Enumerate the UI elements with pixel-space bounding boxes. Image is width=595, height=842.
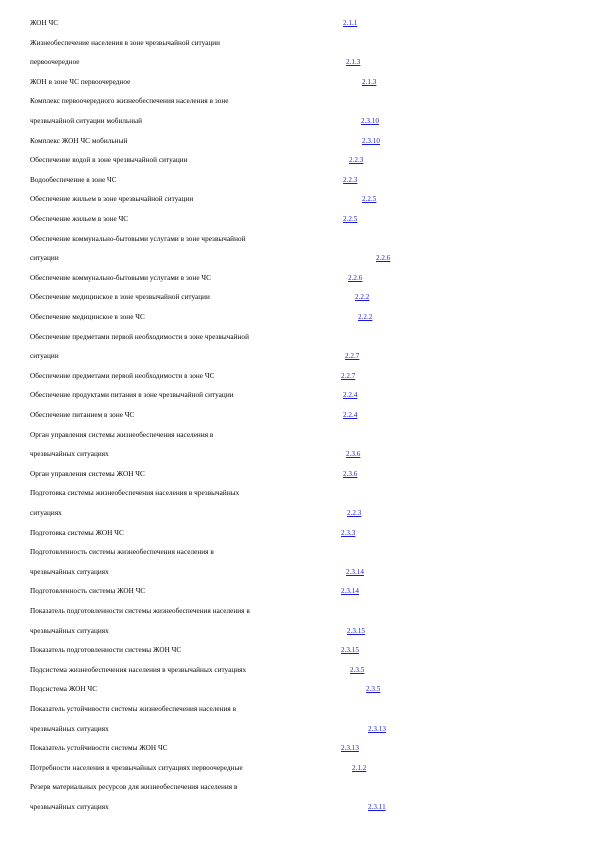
index-ref-link[interactable]: 2.2.5 xyxy=(343,215,358,223)
index-term-line: Водообеспечение в зоне ЧС xyxy=(30,175,117,184)
index-term-line: Обеспечение предметами первой необходимости в зоне ЧС xyxy=(30,371,215,380)
index-term-line: Показатель подготовленности системы ЖОН ЧС xyxy=(30,646,182,655)
index-term-line: ЖОН ЧС xyxy=(30,19,59,27)
index-term-line: первоочередное xyxy=(30,58,80,67)
index-term-line: Обеспечение жильем в зоне чрезвычайной ситуации xyxy=(30,195,194,204)
index-ref-link[interactable]: 2.3.11 xyxy=(368,803,386,811)
index-term-line: Показатель устойчивости системы ЖОН ЧС xyxy=(30,744,168,753)
index-term-line: Резерв материальных ресурсов для жизнеобеспечения населения в xyxy=(30,783,238,792)
index-ref-link[interactable]: 2.2.2 xyxy=(355,293,370,302)
index-ref-link[interactable]: 2.2.3 xyxy=(349,156,364,165)
index-term-line: Обеспечение предметами первой необходимости в зоне чрезвычайной xyxy=(30,332,249,341)
index-ref-link[interactable]: 2.3.14 xyxy=(346,567,364,576)
index-term-line: Подсистема жизнеобеспечения населения в чрезвычайных ситуациях xyxy=(30,665,247,674)
index-ref-link[interactable]: 2.2.7 xyxy=(345,352,360,361)
index-ref-link[interactable]: 2.1.1 xyxy=(343,19,358,27)
index-ref-link[interactable]: 2.2.4 xyxy=(343,411,358,419)
index-ref-link[interactable]: 2.1.2 xyxy=(352,763,367,772)
index-term-line: Орган управления системы ЖОН ЧС xyxy=(30,469,145,478)
index-term-line: чрезвычайных ситуациях xyxy=(30,803,109,811)
index-ref-link[interactable]: 2.3.5 xyxy=(350,665,365,674)
index-term-line: Жизнеобеспечение населения в зоне чрезвычайной ситуации xyxy=(30,38,221,47)
index-term-line: Подготовка системы ЖОН ЧС xyxy=(30,528,124,537)
index-ref-link[interactable]: 2.3.5 xyxy=(366,685,381,694)
index-term-line: Обеспечение медицинское в зоне чрезвычайной ситуации xyxy=(30,293,210,302)
index-term-line: чрезвычайных ситуациях xyxy=(30,626,109,635)
index-term-line: ситуациях xyxy=(30,509,62,517)
index-term-line: Показатель устойчивости системы жизнеобеспечения населения в xyxy=(30,705,237,713)
index-ref-link[interactable]: 2.2.3 xyxy=(343,175,358,184)
index-term-line: чрезвычайных ситуациях xyxy=(30,567,109,576)
index-term-line: чрезвычайной ситуации мобильный xyxy=(30,117,142,125)
index-term-line: чрезвычайных ситуациях xyxy=(30,450,109,459)
index-ref-link[interactable]: 2.2.6 xyxy=(348,273,363,282)
index-ref-link[interactable]: 2.3.13 xyxy=(368,724,386,733)
index-ref-link[interactable]: 2.3.3 xyxy=(341,528,356,537)
index-term-line: Комплекс ЖОН ЧС мобильный xyxy=(30,136,128,145)
index-term-line: Комплекс первоочередного жизнеобеспечения населения в зоне xyxy=(30,97,229,106)
index-ref-link[interactable]: 2.3.10 xyxy=(362,136,380,145)
index-ref-link[interactable]: 2.1.3 xyxy=(362,77,377,86)
index-term-line: Обеспечение питанием в зоне ЧС xyxy=(30,411,135,419)
index-term-line: Потребности населения в чрезвычайных ситуациях первоочередные xyxy=(30,763,243,772)
index-term-line: Подготовленность системы жизнеобеспечения населения в xyxy=(30,548,214,557)
index-ref-link[interactable]: 2.3.14 xyxy=(341,587,359,596)
index-ref-link[interactable]: 2.1.3 xyxy=(346,58,361,67)
index-ref-link[interactable]: 2.2.7 xyxy=(341,371,356,380)
index-term-line: ситуации xyxy=(30,254,59,263)
index-ref-link[interactable]: 2.2.3 xyxy=(347,509,362,517)
index-term-line: Обеспечение жильем в зоне ЧС xyxy=(30,215,129,223)
index-ref-link[interactable]: 2.3.6 xyxy=(346,450,361,459)
index-term-line: Обеспечение продуктами питания в зоне чрезвычайной ситуации xyxy=(30,391,234,400)
index-term-line: ЖОН в зоне ЧС первоочередное xyxy=(30,77,131,86)
index-ref-link[interactable]: 2.2.4 xyxy=(343,391,358,400)
index-term-line: Обеспечение медицинское в зоне ЧС xyxy=(30,313,145,321)
index-term-line: Обеспечение коммунально-бытовыми услугами в зоне чрезвычайной xyxy=(30,234,246,243)
index-ref-link[interactable]: 2.2.2 xyxy=(358,313,373,321)
index-term-line: Обеспечение водой в зоне чрезвычайной ситуации xyxy=(30,156,188,165)
index-ref-link[interactable]: 2.3.6 xyxy=(343,469,358,478)
index-term-line: чрезвычайных ситуациях xyxy=(30,724,109,733)
index-term-line: Подсистема ЖОН ЧС xyxy=(30,685,98,694)
index-ref-link[interactable]: 2.3.10 xyxy=(361,117,379,125)
index-term-line: Подготовка системы жизнеобеспечения населения в чрезвычайных xyxy=(30,489,240,498)
index-ref-link[interactable]: 2.3.13 xyxy=(341,744,359,753)
index-ref-link[interactable]: 2.2.5 xyxy=(362,195,377,204)
index-ref-link[interactable]: 2.2.6 xyxy=(376,254,391,263)
index-term-line: Орган управления системы жизнеобеспечения населения в xyxy=(30,430,214,439)
index-term-line: ситуации xyxy=(30,352,59,361)
index-ref-link[interactable]: 2.3.15 xyxy=(341,646,359,655)
index-term-line: Показатель подготовленности системы жизнеобеспечения населения в xyxy=(30,607,250,615)
index-ref-link[interactable]: 2.3.15 xyxy=(347,626,365,635)
index-term-line: Подготовленность системы ЖОН ЧС xyxy=(30,587,146,596)
index-term-line: Обеспечение коммунально-бытовыми услугами в зоне ЧС xyxy=(30,273,211,282)
